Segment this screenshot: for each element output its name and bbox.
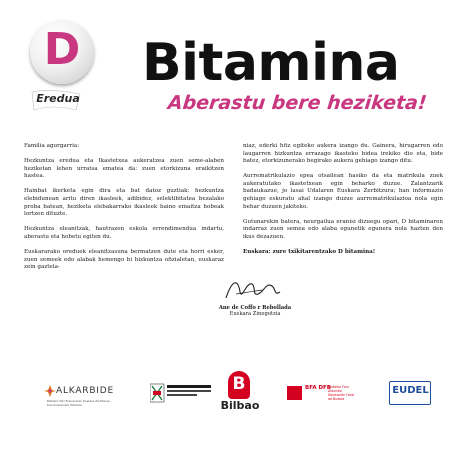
closing-slogan: Euskara: zure txikitarentzako D bitamina! — [243, 249, 376, 256]
letter-column-left — [24, 143, 224, 279]
paragraph: Hezkuntza eleanitzak, hautrazen eskola errendimendua indartu, aberastu eta hobetu egiten du. — [24, 226, 224, 240]
eudel-logo-text: EUDEL — [392, 385, 429, 396]
letter-column-right — [243, 143, 443, 264]
handwritten-signature — [222, 274, 282, 304]
page-subtitle: Aberastu bere heziketa! — [166, 92, 428, 114]
model-d-badge — [30, 20, 94, 84]
signatory-name: Ane de Coffo r Rebollada — [218, 305, 292, 311]
alkarbide-logo-subtext: Bizkaiko Toki Erakundeen Euskara Zerbitzuen Koordinaziorako Elkartea — [47, 399, 111, 407]
signatory-role: Euskara Zinegotzia — [229, 311, 281, 317]
paragraph: Aurrematrikulazio epea otsailean hasiko da eta matrikula zuek aukeratutako ikastetxean egin beharko duzue. Zalantzarik badaukazue, jo lasai Udalaren Euskara Zerbitzura; han informazio gehiago eskuratu ahal izango duzue aurrematrikulazioa nola egin behar duzuen jakiteko. — [243, 173, 443, 210]
paragraph: Hainbat ikerketa egin dira eta bat datoz guztiak: hezkuntza elebidunean aritu diren ikasleek, adibidez, selektibitatea bezalako proba batean, heziketa elebakarrako ikasleek baino emaitza hobeak lortzen dituzte. — [24, 188, 224, 218]
badge-letter: D — [43, 24, 81, 75]
page-title: Bitamina — [142, 33, 400, 93]
bfa-logo-subtext: Bizkaiko Foru Aldundia Diputación Foral de Bizkaia — [328, 385, 355, 401]
alkarbide-logo-icon — [43, 384, 57, 398]
badge-label: Eredua — [36, 92, 80, 105]
bfa-logo-icon — [287, 386, 302, 400]
bilbao-logo-text: Bilbao — [220, 399, 260, 412]
paragraph: niaz, ederki hitz egiteko aukera izango du. Gainera, hirugarren edo laugarren hizkuntza errazago ikasteko bidea irekiko dio eta, bide batez, etorkizunerako begirako aukera gehiago izango ditu. — [243, 143, 443, 165]
alkarbide-logo-text: ALKARBIDE — [56, 386, 114, 396]
bilbao-logo-letter: B — [232, 374, 246, 394]
eusko-jaurlaritza-logo — [150, 382, 212, 410]
paragraph: Hezkuntza eredua eta Ikastetxea aukeratzea zuen seme-alaben heziketan lehen urratsa ematea da: zuen etorkizuna eraikitzen hastea. — [24, 158, 224, 180]
paragraph: Gutunarekin batera, neurgailua eranisi dizuegu opari, D bitaminaren indarraz zuen semea edo alaba egunetik egunera nola hazten den ikus dezazuen. — [243, 218, 443, 240]
paragraph: Euskararako oreduek eleanitzasuna bermatzen dute eta horri esker, zuen semeek edo alabak hemengo bi hizkuntza ofizialetan, euskaraz zein gaztela- — [24, 248, 224, 271]
bfa-logo-text: BFA DFB — [305, 385, 332, 391]
paragraph: Familia agurgarria: — [24, 143, 80, 149]
